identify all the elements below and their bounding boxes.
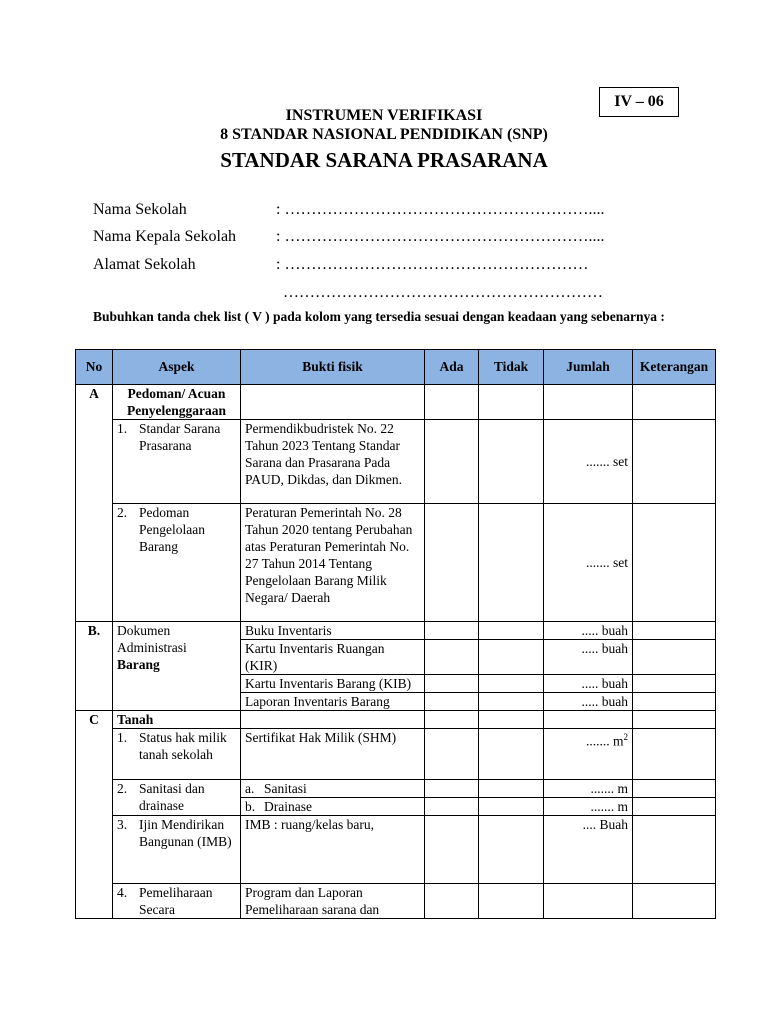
keterangan-cell[interactable] [633, 504, 716, 622]
keterangan-cell[interactable] [633, 622, 716, 640]
tidak-cell[interactable] [479, 504, 544, 622]
bukti-fisik-cell: Kartu Inventaris Barang (KIB) [241, 675, 425, 693]
bukti-fisik-cell: Program dan Laporan Pemeliharaan sarana dan [241, 884, 425, 919]
verification-table [75, 349, 716, 919]
tidak-cell[interactable] [479, 675, 544, 693]
table-row [76, 504, 716, 622]
school-address-label: Alamat Sekolah [93, 256, 196, 273]
aspek-cell [113, 420, 241, 504]
header-bukti-fisik: Bukti fisik [241, 350, 425, 385]
ada-cell[interactable] [425, 640, 479, 675]
sub-item-letter: b. [245, 799, 256, 814]
jumlah-cell [544, 884, 633, 919]
keterangan-cell[interactable] [633, 729, 716, 780]
section-c-keterangan-cell[interactable] [633, 711, 716, 729]
section-a-tidak-cell[interactable] [479, 385, 544, 420]
keterangan-cell[interactable] [633, 798, 716, 816]
keterangan-cell[interactable] [633, 780, 716, 798]
instruction-text: Bubuhkan tanda chek list ( V ) pada kolom yang tersedia sesuai dengan keadaan yang sebenarnya : [93, 309, 665, 324]
ada-cell[interactable] [425, 780, 479, 798]
section-c-tidak-cell[interactable] [479, 711, 544, 729]
bukti-fisik-cell: Kartu Inventaris Ruangan (KIR) [241, 640, 425, 675]
aspek-cell [113, 816, 241, 884]
title-line-1: INSTRUMEN VERIFIKASI [285, 107, 483, 124]
aspek-text: Pedoman Pengelolaan Barang [139, 505, 205, 554]
bukti-fisik-cell [241, 798, 425, 816]
item-number: 3. [117, 817, 128, 832]
ada-cell[interactable] [425, 693, 479, 711]
table-header-row [76, 350, 716, 385]
item-number: 2. [117, 505, 128, 520]
aspek-text: Ijin Mendirikan Bangunan (IMB) [139, 817, 232, 849]
bukti-fisik-cell: Sertifikat Hak Milik (SHM) [241, 729, 425, 780]
keterangan-cell[interactable] [633, 816, 716, 884]
ada-cell[interactable] [425, 675, 479, 693]
section-a-keterangan-cell[interactable] [633, 385, 716, 420]
jumlah-cell [544, 729, 633, 780]
item-number: 4. [117, 885, 128, 900]
table-row [76, 816, 716, 884]
principal-name-field: : ………………………………………………….... [276, 228, 605, 245]
aspek-cell [113, 729, 241, 780]
school-name-row [93, 201, 604, 219]
aspek-text: Standar Sarana Prasarana [139, 421, 221, 453]
tidak-cell[interactable] [479, 729, 544, 780]
school-name-field: : ………………………………………………….... [276, 201, 605, 218]
keterangan-cell[interactable] [633, 420, 716, 504]
table-row [76, 884, 716, 919]
section-c-ada-cell[interactable] [425, 711, 479, 729]
table-row [76, 729, 716, 780]
section-b-aspek-text: Dokumen Administrasi [117, 623, 187, 655]
tidak-cell[interactable] [479, 798, 544, 816]
ada-cell[interactable] [425, 504, 479, 622]
school-address-field: : ………………………………………………… [276, 256, 589, 273]
jumlah-cell: ..... buah [544, 693, 633, 711]
section-c-row [76, 711, 716, 729]
jumlah-cell: ....... set [544, 420, 633, 504]
jumlah-cell: ..... buah [544, 640, 633, 675]
aspek-text: Pemeliharaan Secara [139, 885, 213, 917]
jumlah-cell: ....... set [544, 504, 633, 622]
tidak-cell[interactable] [479, 816, 544, 884]
header-no: No [76, 350, 113, 385]
table-row [76, 420, 716, 504]
section-a-jumlah-cell [544, 385, 633, 420]
section-b-aspek [113, 622, 241, 711]
section-c-title: Tanah [113, 711, 241, 729]
sub-item-letter: a. [245, 781, 255, 796]
aspek-cell [113, 504, 241, 622]
tidak-cell[interactable] [479, 780, 544, 798]
document-title: STANDAR SARANA PRASARANA [220, 148, 548, 172]
aspek-cell [113, 884, 241, 919]
principal-name-row [93, 228, 604, 246]
section-c-bukti [241, 711, 425, 729]
tidak-cell[interactable] [479, 622, 544, 640]
item-number: 1. [117, 730, 128, 745]
item-number: 2. [117, 781, 128, 796]
aspek-text: Status hak milik tanah sekolah [139, 730, 227, 762]
school-address-row [93, 256, 588, 274]
section-c-no: C [76, 711, 113, 919]
school-name-label: Nama Sekolah [93, 201, 187, 218]
table-row [76, 622, 716, 640]
bukti-fisik-cell [241, 780, 425, 798]
section-a-no: A [76, 385, 113, 622]
tidak-cell[interactable] [479, 420, 544, 504]
header-ada: Ada [425, 350, 479, 385]
tidak-cell[interactable] [479, 693, 544, 711]
bukti-fisik-cell: Laporan Inventaris Barang [241, 693, 425, 711]
ada-cell[interactable] [425, 798, 479, 816]
section-a-bukti [241, 385, 425, 420]
item-number: 1. [117, 421, 128, 436]
header-keterangan: Keterangan [633, 350, 716, 385]
aspek-cell [113, 780, 241, 816]
principal-name-label: Nama Kepala Sekolah [93, 228, 237, 245]
bukti-fisik-cell: Permendikbudristek No. 22 Tahun 2023 Tentang Standar Sarana dan Prasarana Pada PAUD, Dikdas, dan Dikmen. [241, 420, 425, 504]
sub-item-text: Sanitasi [264, 781, 307, 796]
ada-cell[interactable] [425, 420, 479, 504]
sub-item-text: Drainase [264, 799, 312, 814]
bukti-fisik-cell: IMB : ruang/kelas baru, [241, 816, 425, 884]
tidak-cell[interactable] [479, 640, 544, 675]
jumlah-cell: ....... m [544, 780, 633, 798]
bukti-fisik-cell: Peraturan Pemerintah No. 28 Tahun 2020 tentang Perubahan atas Peraturan Pemerintah No. 27 Tahun 2014 Tentang Pengelolaan Barang Milik Negara/ Daerah [241, 504, 425, 622]
section-b-no: B. [76, 622, 113, 711]
school-address-continuation: …………………………………………………… [283, 284, 603, 301]
section-c-jumlah-cell [544, 711, 633, 729]
bukti-fisik-cell: Buku Inventaris [241, 622, 425, 640]
keterangan-cell[interactable] [633, 693, 716, 711]
title-line-2: 8 STANDAR NASIONAL PENDIDIKAN (SNP) [220, 126, 548, 143]
jumlah-cell: .... Buah [544, 816, 633, 884]
ada-cell[interactable] [425, 816, 479, 884]
section-a-row [76, 385, 716, 420]
ada-cell[interactable] [425, 884, 479, 919]
document-code: IV – 06 [599, 87, 679, 117]
section-b-aspek-bold: Barang [117, 657, 160, 672]
section-a-ada-cell[interactable] [425, 385, 479, 420]
ada-cell[interactable] [425, 622, 479, 640]
tidak-cell[interactable] [479, 884, 544, 919]
table-row [76, 780, 716, 798]
jumlah-cell: ....... m [544, 798, 633, 816]
jumlah-value: ....... m [585, 733, 624, 749]
keterangan-cell[interactable] [633, 884, 716, 919]
jumlah-unit-superscript: 2 [623, 732, 628, 742]
header-jumlah: Jumlah [544, 350, 633, 385]
header-aspek: Aspek [113, 350, 241, 385]
header-tidak: Tidak [479, 350, 544, 385]
jumlah-cell: ..... buah [544, 622, 633, 640]
section-a-title: Pedoman/ Acuan Penyelenggaraan [113, 385, 241, 420]
aspek-text: Sanitasi dan drainase [139, 781, 205, 813]
jumlah-cell: ..... buah [544, 675, 633, 693]
ada-cell[interactable] [425, 729, 479, 780]
keterangan-cell[interactable] [633, 640, 716, 675]
keterangan-cell[interactable] [633, 675, 716, 693]
